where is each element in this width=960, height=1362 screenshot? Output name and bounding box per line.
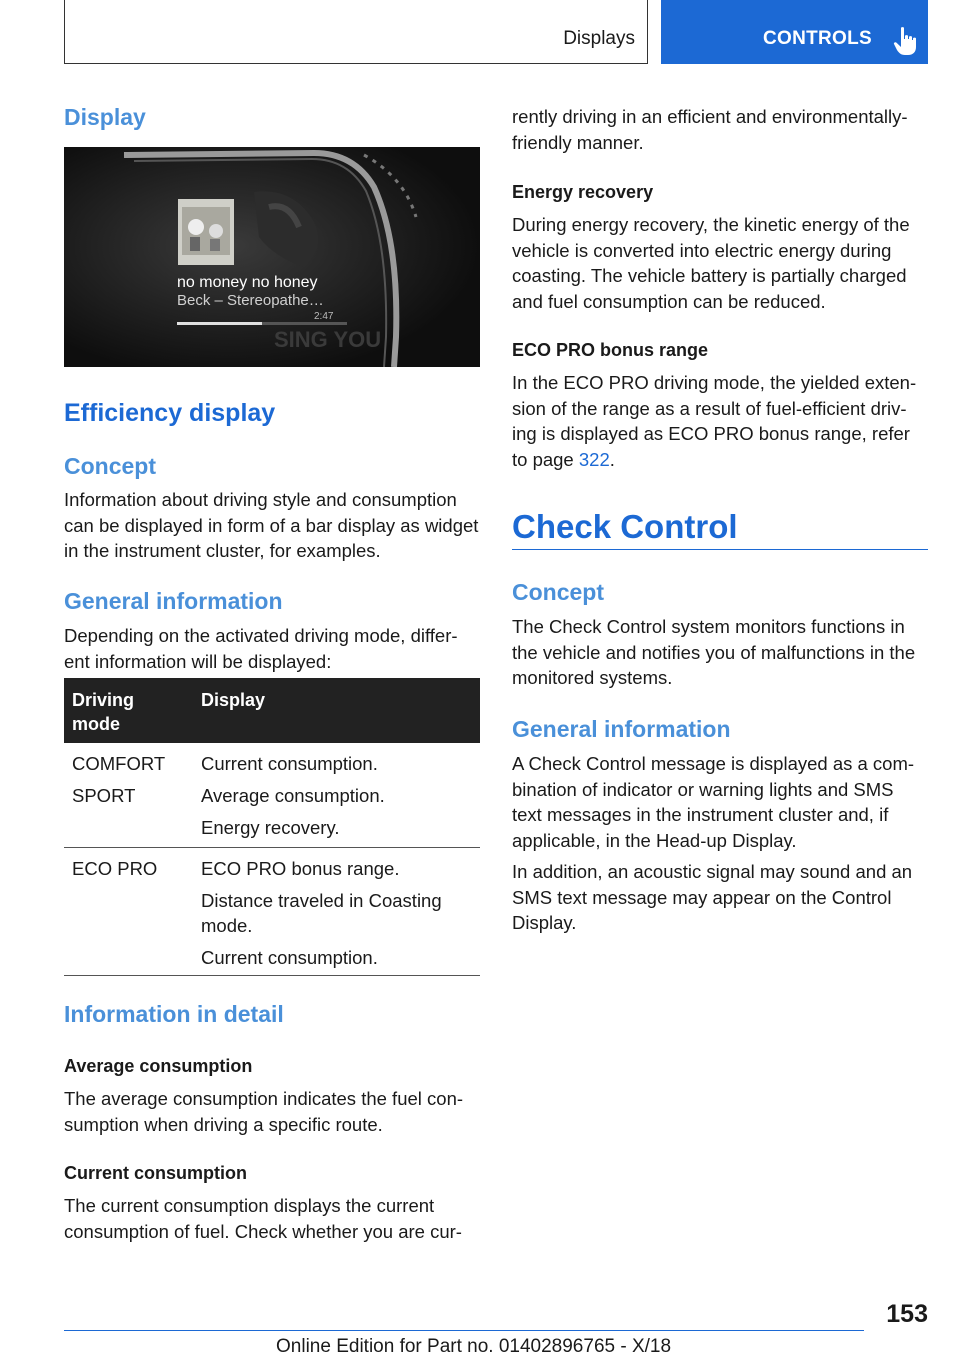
song-time: 2:47: [314, 311, 334, 322]
header-section-title: Displays: [563, 28, 635, 49]
energy-recovery-text: During energy recovery, the kinetic energy of the vehicle is converted into electric energy during coasting. The vehicle battery is partially charged and fuel consumption can be reduced.: [512, 214, 910, 312]
page-number: 153: [886, 1300, 928, 1328]
table-cell-mode: ECO PRO: [72, 858, 158, 879]
table-cell-display: Energy recovery.: [201, 817, 340, 838]
header-section-box: [64, 0, 648, 64]
check-control-general-heading: General information: [512, 716, 731, 742]
eco-pro-bonus-end: .: [609, 448, 615, 470]
average-consumption-heading: Average consumption: [64, 1056, 253, 1076]
check-control-acoustic-text: In addition, an acoustic signal may sound and an SMS text message may appear on the Control Display.: [512, 861, 913, 933]
instrument-cluster-image: [64, 147, 480, 367]
background-text: SING YOU: [274, 327, 382, 352]
header-chapter-tab[interactable]: [661, 0, 928, 64]
eco-pro-bonus-text: [512, 370, 928, 472]
continued-text: rently driving in an efficient and environmentally-friendly manner.: [512, 106, 908, 153]
eco-pro-bonus-body: In the ECO PRO driving mode, the yielded exten-sion of the range as a result of fuel-efficient driv-ing is displayed as ECO PRO bonus range, refer to page: [512, 372, 917, 470]
table-cell-display: Current consumption.: [201, 753, 378, 774]
table-cell-mode: SPORT: [72, 785, 136, 806]
general-info-heading: General information: [64, 588, 283, 614]
instrument-cluster-photo: [64, 147, 480, 367]
song-artist: Beck – Stereopathe…: [177, 292, 324, 309]
playback-progress: [177, 322, 262, 325]
song-title: no money no honey: [177, 274, 318, 291]
table-cell-display: Average consumption.: [201, 785, 385, 806]
energy-recovery-heading: Energy recovery: [512, 182, 654, 202]
footer-edition: Online Edition for Part no. 01402896765 - X/18: [276, 1336, 672, 1357]
page-reference-link[interactable]: 322: [578, 448, 610, 470]
table-cell-display: Current consumption.: [201, 947, 378, 968]
current-consumption-heading: Current consumption: [64, 1163, 247, 1183]
table-row: [64, 743, 480, 848]
check-control-concept-heading: Concept: [512, 579, 604, 605]
table-cell-mode: COMFORT: [72, 753, 166, 774]
table-row: [64, 848, 480, 976]
pointing-hand-icon: [893, 26, 919, 56]
average-consumption-text: The average consumption indicates the fuel con-sumption when driving a specific route.: [64, 1088, 464, 1135]
check-control-general-text: A Check Control message is displayed as a com-bination of indicator or warning lights and SMS text messages in the instrument cluster and, if applicable, in the Head-up Display.: [512, 753, 915, 851]
check-control-rule: [512, 549, 928, 550]
efficiency-display-heading: Efficiency display: [64, 399, 276, 427]
table-header-row: [64, 678, 480, 743]
eco-pro-bonus-heading: ECO PRO bonus range: [512, 340, 709, 360]
check-control-concept-text: The Check Control system monitors functions in the vehicle and notifies you of malfunctions in the monitored systems.: [512, 616, 916, 688]
footer-rule: [64, 1330, 864, 1331]
table-cell-display: ECO PRO bonus range.: [201, 858, 400, 879]
current-consumption-text: The current consumption displays the current consumption of fuel. Check whether you are cur-: [64, 1195, 462, 1242]
header-chapter-title: CONTROLS: [763, 28, 873, 49]
display-heading: Display: [64, 104, 146, 130]
concept-text: Information about driving style and consumption can be displayed in form of a bar display as widget in the instrument cluster, for examples.: [64, 489, 479, 561]
information-in-detail-heading: Information in detail: [64, 1001, 284, 1027]
check-control-heading: Check Control: [512, 508, 738, 545]
concept-heading: Concept: [64, 453, 156, 479]
driving-mode-table: [64, 678, 480, 976]
table-cell-display: Distance traveled in Coasting mode.: [201, 890, 442, 936]
table-header-mode: Driving mode: [72, 690, 135, 734]
general-info-text: Depending on the activated driving mode, differ-ent information will be displayed:: [64, 625, 458, 672]
table-header-display: Display: [201, 690, 266, 710]
